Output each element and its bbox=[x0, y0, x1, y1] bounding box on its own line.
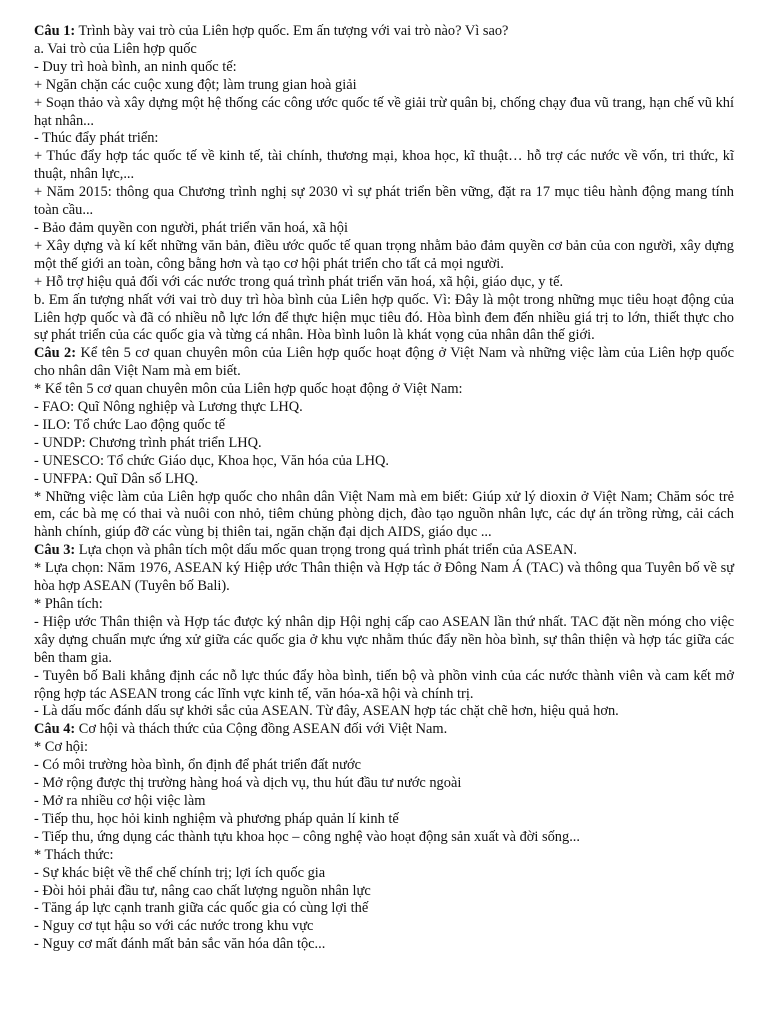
answer-line: + Ngăn chặn các cuộc xung đột; làm trung gian hoà giải bbox=[34, 76, 357, 93]
answer-line: + Soạn thảo và xây dựng một hệ thống các công ước quốc tế về giải trừ quân bị, chống chạy đua vũ trang, hạn chế vũ khí hạt nhân... bbox=[34, 94, 734, 129]
answer-line: - Có môi trường hòa bình, ổn định để phát triển đất nước bbox=[34, 757, 361, 774]
answer-line: + Xây dựng và kí kết những văn bản, điều ước quốc tế quan trọng nhằm bảo đảm quyền cơ bản của con người, xây dựng một thế giới an toàn, công bằng hơn và tạo cơ hội phát triển cho tất cả mọi người. bbox=[34, 237, 734, 272]
answer-line: - FAO: Quĩ Nông nghiệp và Lương thực LHQ. bbox=[34, 399, 303, 416]
question-3 bbox=[34, 542, 734, 721]
answer-line: - ILO: Tổ chức Lao động quốc tế bbox=[34, 416, 225, 433]
answer-line: - Bảo đảm quyền con người, phát triển văn hoá, xã hội bbox=[34, 219, 348, 236]
question-label: Câu 1: bbox=[34, 23, 76, 39]
question-prompt: Cơ hội và thách thức của Cộng đồng ASEAN đối với Việt Nam. bbox=[75, 721, 448, 738]
answer-line: - Tiếp thu, học hỏi kinh nghiệm và phương pháp quản lí kinh tế bbox=[34, 810, 399, 827]
answer-line: + Hỗ trợ hiệu quả đối với các nước trong quá trình phát triển văn hoá, xã hội, giáo dục, y tế. bbox=[34, 273, 564, 290]
question-heading bbox=[34, 542, 734, 560]
answer-line: * Những việc làm của Liên hợp quốc cho nhân dân Việt Nam mà em biết: Giúp xử lý dioxin ở Việt Nam; Chăm sóc trẻ em, các bà mẹ có thai và nuôi con nhỏ, tiêm chủng phòng dịch, đào tạo nguồn nhân lực, các dự án trồng rừng, cải cách hành chính, giúp đỡ các vùng bị thiên tai, ngăn chặn đại dịch AIDS, giáo dục ... bbox=[34, 488, 734, 541]
answer-line: - Mở ra nhiều cơ hội việc làm bbox=[34, 792, 206, 809]
question-prompt: Lựa chọn và phân tích một dấu mốc quan trọng trong quá trình phát triển của ASEAN. bbox=[75, 542, 577, 559]
question-heading bbox=[34, 345, 734, 381]
answer-line: - Nguy cơ tụt hậu so với các nước trong khu vực bbox=[34, 918, 314, 935]
question-prompt: Kể tên 5 cơ quan chuyên môn của Liên hợp quốc hoạt động ở Việt Nam và những việc làm của Liên hợp quốc cho nhân dân Việt Nam mà em biết. bbox=[34, 345, 734, 380]
answer-line: - Hiệp ước Thân thiện và Hợp tác được ký nhân dịp Hội nghị cấp cao ASEAN lần thứ nhất. TAC đặt nền móng cho việc xây dựng chuẩn mực ứng xử giữa các quốc gia ở khu vực nhằm thúc đẩy nền hòa bình, sự thân thiện và hợp tác giữa các bên tham gia. bbox=[34, 613, 734, 666]
answer-line: - Mở rộng được thị trường hàng hoá và dịch vụ, thu hút đầu tư nước ngoài bbox=[34, 775, 462, 792]
answer-line: - Đòi hỏi phải đầu tư, nâng cao chất lượng nguồn nhân lực bbox=[34, 882, 371, 899]
answer-line: - Tăng áp lực cạnh tranh giữa các quốc gia có cùng lợi thế bbox=[34, 900, 369, 917]
question-2 bbox=[34, 345, 734, 542]
question-prompt: Trình bày vai trò của Liên hợp quốc. Em ấn tượng với vai trò nào? Vì sao? bbox=[75, 23, 509, 39]
answer-line: - UNESCO: Tổ chức Giáo dục, Khoa học, Văn hóa của LHQ. bbox=[34, 452, 389, 469]
answer-line: - UNDP: Chương trình phát triển LHQ. bbox=[34, 434, 262, 451]
answer-line: + Thúc đẩy hợp tác quốc tế về kinh tế, tài chính, thương mại, khoa học, kĩ thuật… hỗ trợ các nước về vốn, tri thức, kĩ thuật, nhân lực,... bbox=[34, 148, 734, 183]
answer-line: - Thúc đẩy phát triển: bbox=[34, 130, 159, 147]
question-label: Câu 4: bbox=[34, 721, 76, 738]
answer-line: - Tiếp thu, ứng dụng các thành tựu khoa học – công nghệ vào hoạt động sản xuất và đời sống... bbox=[34, 828, 580, 845]
question-4 bbox=[34, 721, 734, 954]
question-label: Câu 3: bbox=[34, 542, 76, 559]
question-1 bbox=[34, 23, 734, 345]
answer-line: - Sự khác biệt về thể chế chính trị; lợi ích quốc gia bbox=[34, 864, 326, 881]
answer-line: * Phân tích: bbox=[34, 596, 103, 612]
answer-line: a. Vai trò của Liên hợp quốc bbox=[34, 40, 197, 57]
answer-line: - Là dấu mốc đánh dấu sự khởi sắc của ASEAN. Từ đây, ASEAN hợp tác chặt chẽ hơn, hiệu quả hơn. bbox=[34, 703, 619, 720]
answer-line: * Cơ hội: bbox=[34, 739, 88, 756]
answer-line: - UNFPA: Quĩ Dân số LHQ. bbox=[34, 470, 199, 487]
answer-line: * Thách thức: bbox=[34, 846, 114, 863]
answer-line: - Duy trì hoà bình, an ninh quốc tế: bbox=[34, 58, 237, 75]
question-heading bbox=[34, 721, 734, 739]
answer-line: * Kể tên 5 cơ quan chuyên môn của Liên hợp quốc hoạt động ở Việt Nam: bbox=[34, 381, 463, 398]
question-label: Câu 2: bbox=[34, 345, 77, 362]
answer-line: b. Em ấn tượng nhất với vai trò duy trì hòa bình của Liên hợp quốc. Vì: Đây là một trong những mục tiêu hoạt động của Liên hợp quốc và đã có nhiều nỗ lực lớn để thực hiện mục tiêu đó. Hòa bình đem đến nhiều giá trị to lớn, thiết thực cho sự phát triển của các quốc gia và từng cá nhân. Hòa bình luôn là khát vọng của nhân dân thế giới. bbox=[34, 291, 734, 344]
answer-line: + Năm 2015: thông qua Chương trình nghị sự 2030 vì sự phát triển bền vững, đặt ra 17 mục tiêu hành động mang tính toàn cầu... bbox=[34, 184, 734, 219]
answer-line: * Lựa chọn: Năm 1976, ASEAN ký Hiệp ước Thân thiện và Hợp tác ở Đông Nam Á (TAC) và thông qua Tuyên bố về sự hòa hợp ASEAN (Tuyên bố Bali). bbox=[34, 560, 734, 595]
answer-line: - Tuyên bố Bali khẳng định các nỗ lực thúc đẩy hòa bình, tiến bộ và phồn vinh của các nước thành viên và cam kết mở rộng hợp tác ASEAN trong các lĩnh vực kinh tế, văn hóa-xã hội và chính trị. bbox=[34, 667, 734, 702]
question-heading bbox=[34, 23, 734, 41]
answer-line: - Nguy cơ mất đánh mất bản sắc văn hóa dân tộc... bbox=[34, 936, 326, 953]
